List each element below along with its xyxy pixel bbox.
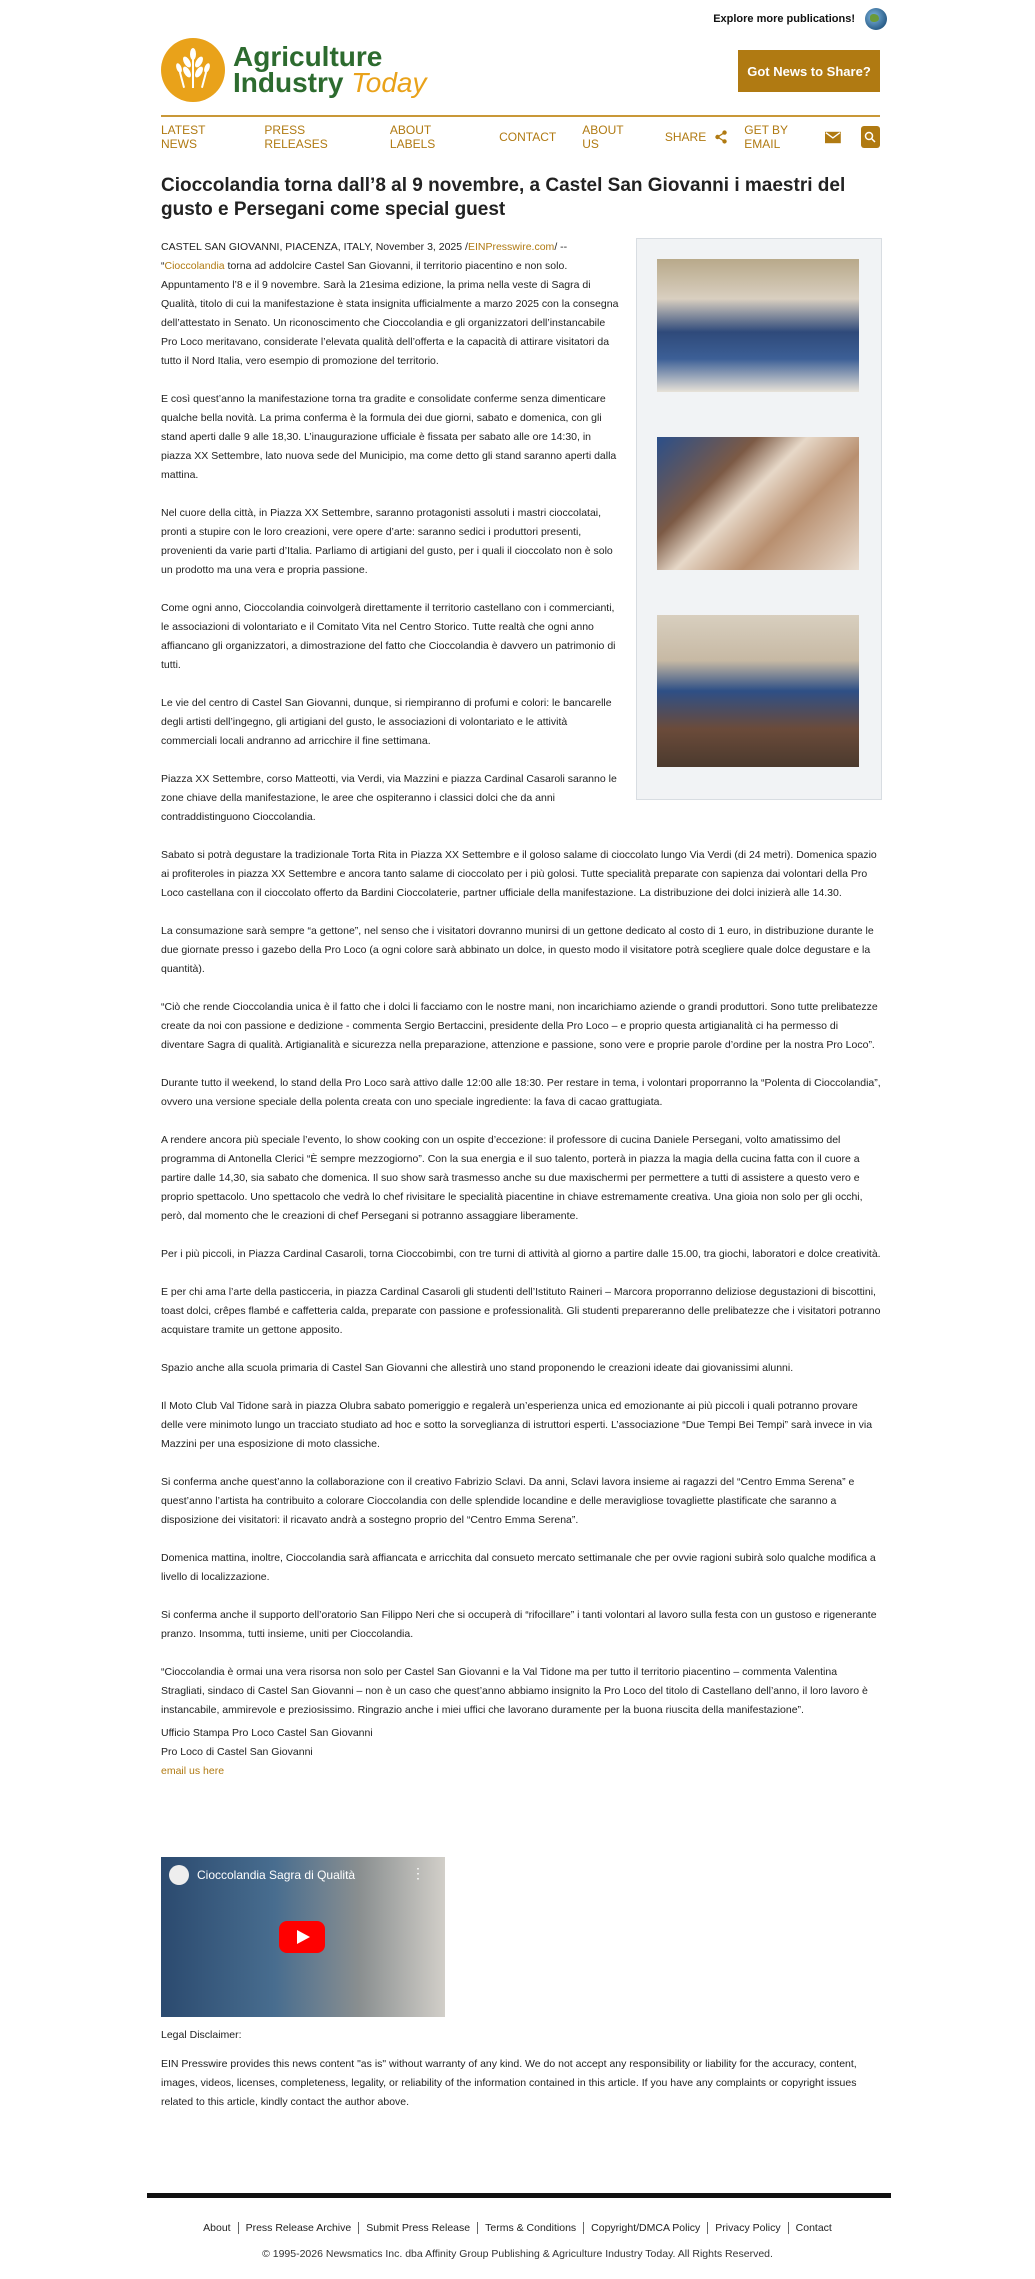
article-paragraph: Si conferma anche il supporto dell’oratorio San Filippo Neri che si occuperà di “rifocillare” i tanti volontari al lavoro sulla festa con un gustoso e rigenerante pranzo. Insomma, tutti insieme, uniti per Cioccolandia. (161, 1609, 877, 1640)
article-title: Cioccolandia torna dall’8 al 9 novembre, a Castel San Giovanni i maestri del gusto e Persegani come special guest (161, 175, 846, 220)
logo-line-2-bold: Industry (233, 67, 344, 98)
dateline: CASTEL SAN GIOVANNI, PIACENZA, ITALY, November 3, 2025 / (161, 241, 468, 253)
article-paragraph: Spazio anche alla scuola primaria di Castel San Giovanni che allestirà uno stand proponendo le creazioni ideate dai giovanissimi alunni. (161, 1362, 794, 1374)
footer-contact[interactable]: Contact (795, 2222, 832, 2234)
article-paragraph: Per i più piccoli, in Piazza Cardinal Casaroli, torna Cioccobimbi, con tre turni di attività al giorno a partire dalle 15.00, tra giochi, laboratori e dolce creatività. (161, 1248, 881, 1260)
footer-links (0, 2222, 1035, 2234)
logo-wordmark (233, 41, 427, 98)
nav-contact[interactable]: CONTACT (499, 130, 557, 144)
footer-divider (147, 2193, 891, 2198)
email-link[interactable]: GET BY EMAIL (744, 123, 788, 151)
mail-icon[interactable] (825, 131, 841, 144)
legal-disclaimer-section (161, 2026, 881, 2112)
article-body (161, 238, 881, 1781)
footer-copyright-policy[interactable]: Copyright/DMCA Policy (584, 2222, 708, 2234)
channel-avatar[interactable] (169, 1865, 189, 1885)
nav-actions (665, 123, 880, 151)
video-header (169, 1865, 355, 1885)
disclaimer-label: Legal Disclaimer: (161, 2029, 242, 2041)
article-paragraph: Nel cuore della città, in Piazza XX Settembre, saranno protagonisti assoluti i mastri cioccolatai, pronti a stupire con le loro creazioni, vere opere d’arte: saranno sedici i produttori presenti, provenienti da varie parti d’Italia. Parliamo di artigiani del gusto, per i quali il cioccolato non è solo un prodotto ma una vera e propria passione. (161, 507, 613, 576)
explore-bar[interactable] (713, 8, 887, 30)
article-paragraph: Si conferma anche quest’anno la collaborazione con il creativo Fabrizio Sclavi. Da anni, Sclavi lavora insieme ai ragazzi del “Centro Emma Serena” e quest’anno l’artista ha contribuito a colorare Cioccolandia con delle splendide locandine e delle meravigliose tovagliette plastificate che saranno a disposizione dei visitatori: il ricavato andrà a sostegno proprio del “Centro Emma Serena”. (161, 1476, 855, 1526)
article-paragraph: A rendere ancora più speciale l’evento, lo show cooking con un ospite d’eccezione: il professore di cucina Daniele Persegani, volto amatissimo del programma di Antonella Clerici “È sempre mezzogiorno”. Con la sua energia e il suo talento, porterà in piazza la magia della cucina fatta con il cuore a partire dalle 14,30, sia sabato che domenica. Il suo show sarà trasmesso anche su due maxischermi per permettere a tutti di assistere a questo vero e proprio spettacolo. Uno spettacolo che vedrà lo chef rivisitare le specialità piacentine in chiave estremamente creativa. Una gioia non solo per gli occhi, però, dal momento che le creazioni di chef Persegani si potranno assaggiare liberamente. (161, 1134, 863, 1222)
article-paragraph: E per chi ama l’arte della pasticceria, in piazza Cardinal Casaroli gli studenti dell’Istituto Raineri – Marcora proporranno deliziose degustazioni di biscottini, toast dolci, crêpes flambé e caffetteria calda, preparate con passione e professionalità. Gli studenti prepareranno delle prelibatezze che i visitatori potranno acquistare tramite un gettone apposito. (161, 1286, 881, 1336)
nav-about-labels[interactable]: ABOUT LABELS (389, 123, 436, 151)
article-intro-column (161, 238, 881, 827)
article-paragraph: “Cioccolandia è ormai una vera risorsa non solo per Castel San Giovanni e la Val Tidone ma per tutto il territorio piacentino – commenta Valentina Stragliati, sindaco di Castel San Giovanni – non è un caso che quest’anno abbiamo insignito la Pro Loco del titolo di Castellano dell’anno, il loro lavoro è instancabile, ammirevole e preziosissimo. Ringrazio anche i miei uffici che lavorano duramente per la buona riuscita della manifestazione”. (161, 1666, 868, 1716)
footer-terms[interactable]: Terms & Conditions (478, 2222, 584, 2234)
footer-press-archive[interactable]: Press Release Archive (239, 2222, 360, 2234)
footer-submit-release[interactable]: Submit Press Release (359, 2222, 478, 2234)
article-paragraph: Piazza XX Settembre, corso Matteotti, via Verdi, via Mazzini e piazza Cardinal Casaroli saranno le zone chiave della manifestazione, le aree che ospiteranno i classici dolci che da anni contraddistinguono Cioccolandia. (161, 773, 617, 823)
article-paragraph: Il Moto Club Val Tidone sarà in piazza Olubra sabato pomeriggio e regalerà un’esperienza unica ed emozionante ai più piccoli i quali potranno provare delle vere minimoto lungo un tracciato studiato ad hoc e sotto la sorveglianza di istruttori esperti. L’associazione “Due Tempi Bei Tempi” sarà invece in via Mazzini per una esposizione di moto classiche. (161, 1400, 873, 1450)
main-nav (161, 115, 880, 157)
disclaimer-text: EIN Presswire provides this news content "as is" without warranty of any kind. We do not accept any responsibility or liability for the accuracy, content, images, videos, licenses, completeness, legality, or reliability of the information contained in this article. If you have any complaints or copyright issues related to this article, kindly contact the author above. (161, 2058, 857, 2108)
article-paragraph (161, 238, 623, 371)
article-paragraph: La consumazione sarà sempre “a gettone”, nel senso che i visitatori dovranno munirsi di un gettone dedicato al costo di 1 euro, in distribuzione durante le due giornate presso i gazebo della Pro Loco (a ogni colore sarà abbinato un dolce, in questo modo il visitatore potrà scegliere quale dolce degustare e la quantità). (161, 925, 874, 975)
article-paragraph: Le vie del centro di Castel San Giovanni, dunque, si riempiranno di profumi e colori: le bancarelle degli artisti dell’ingegno, gli artigiani del gusto, le associazioni di volontariato e le attività commerciali locali andranno ad arricchire il fine settimana. (161, 697, 612, 747)
article-paragraph: Come ogni anno, Cioccolandia coinvolgerà direttamente il territorio castellano con i commercianti, le associazioni di volontariato e il Comitato Vita nel Centro Storico. Tutte realtà che ogni anno affiancano gli organizzatori, a dimostrazione del fatto che Cioccolandia è davvero un patrimonio di tutti. (161, 602, 616, 671)
email-us-link[interactable]: email us here (161, 1765, 225, 1777)
nav-about-us[interactable]: ABOUT US (582, 123, 624, 151)
share-link[interactable]: SHARE (664, 130, 707, 144)
site-logo[interactable] (161, 38, 427, 102)
footer-about[interactable]: About (196, 2222, 238, 2234)
got-news-button[interactable]: Got News to Share? (738, 50, 880, 92)
globe-icon[interactable] (865, 8, 887, 30)
logo-line-2 (233, 67, 427, 98)
paragraph-text: torna ad addolcire Castel San Giovanni, il territorio piacentino e non solo. Appuntamento l’8 e il 9 novembre. Sarà la 21esima edizione, la prima nella veste di Sagra di Qualità, titolo di cui la manifestazione è stata insignita ufficialmente a marzo 2025 con la consegna dell’attestato in Senato. Un riconoscimento che Cioccolandia e gli organizzatori dell’instancabile Pro Loco meritavano, considerate l’elevata qualità dell’offerta e la capacità di attirare visitatori da tutto il Nord Italia, vero esempio di promozione del territorio. (161, 260, 619, 367)
cioccolandia-link[interactable]: Cioccolandia (164, 260, 225, 272)
dateline-end: / -- (554, 241, 568, 253)
share-icon[interactable] (714, 129, 728, 145)
footer-privacy[interactable]: Privacy Policy (708, 2222, 788, 2234)
copyright-text: © 1995-2026 Newsmatics Inc. dba Affinity Group Publishing & Agriculture Industry Today. All Rights Reserved. (262, 2248, 773, 2260)
youtube-video-embed[interactable] (161, 1857, 445, 2017)
article-paragraph: E così quest’anno la manifestazione torna tra gradite e consolidate conferme senza dimenticare qualche bella novità. La prima conferma è la formula dei due giorni, sabato e domenica, con gli stand aperti dalle 9 alle 18,30. L’inaugurazione ufficiale è fissata per sabato alle ore 14:30, in piazza XX Settembre, lato nuova sede del Municipio, ma come detto gli stand saranno aperti dalla mattina. (161, 393, 617, 481)
contact-name: Ufficio Stampa Pro Loco Castel San Giovanni (161, 1727, 373, 1739)
explore-link[interactable]: Explore more publications! (713, 13, 855, 25)
article-paragraph: Domenica mattina, inoltre, Cioccolandia sarà affiancata e arricchita dal consueto mercato settimanale che per ovvie ragioni subirà solo qualche modifica a livello di localizzazione. (161, 1552, 876, 1583)
wheat-logo-icon (161, 38, 225, 102)
logo-line-1: Agriculture (233, 41, 383, 72)
contact-org: Pro Loco di Castel San Giovanni (161, 1746, 313, 1758)
play-button-icon[interactable] (279, 1921, 325, 1953)
logo-line-2-italic: Today (351, 67, 427, 98)
search-button[interactable] (861, 126, 880, 148)
article-paragraph: “Ciò che rende Cioccolandia unica è il fatto che i dolci li facciamo con le nostre mani, non incarichiamo aziende o grandi produttori. Sono tutte prelibatezze create da noi con passione e dedizione - commenta Sergio Bertaccini, presidente della Pro Loco – e proprio questa artigianalità ci ha permesso di diventare Sagra di qualità. Artigianalità e sicurezza nella preparazione, attenzione e passione, sono vere e proprie parole d’ordine per la nostra Pro Loco”. (161, 1001, 878, 1051)
search-icon (864, 131, 876, 143)
quote-mark: “ (161, 260, 165, 272)
article-paragraph: Durante tutto il weekend, lo stand della Pro Loco sarà attivo dalle 12:00 alle 18:30. Per restare in tema, i volontari proporranno la “Polenta di Cioccolandia”, ovvero una versione speciale della polenta creata con uno speciale ingrediente: la fava di cacao grattugiata. (161, 1077, 881, 1108)
einpresswire-link[interactable]: EINPresswire.com (467, 241, 555, 253)
article-paragraph: Sabato si potrà degustare la tradizionale Torta Rita in Piazza XX Settembre e il goloso salame di cioccolato lungo Via Verdi (di 24 metri). Domenica spazio ai profiteroles in piazza XX Settembre e ancora tanto salame di cioccolato per i più golosi. Tutte specialità preparate con sapienza dai volontari della Pro Loco castellana con il cioccolato offerto da Bardini Cioccolaterie, partner ufficiale della manifestazione. La distribuzione dei dolci inizierà alle 14.30. (161, 849, 877, 899)
more-options-icon[interactable]: ⋮ (411, 1865, 425, 1881)
video-title[interactable]: Cioccolandia Sagra di Qualità (197, 1868, 356, 1882)
nav-latest-news[interactable]: LATEST NEWS (161, 123, 206, 151)
nav-press-releases[interactable]: PRESS RELEASES (264, 123, 328, 151)
